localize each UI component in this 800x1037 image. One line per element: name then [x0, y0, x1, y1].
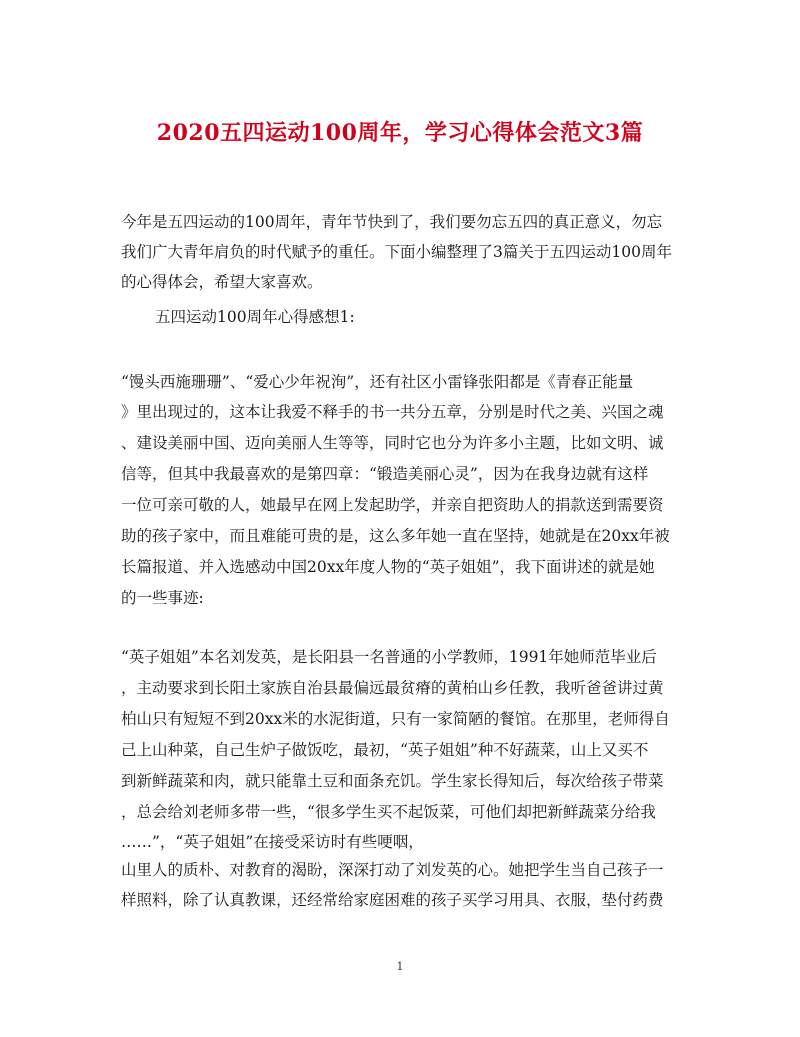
paragraph-line: 山里人的质朴、对教育的渴盼，深深打动了刘发英的心。她把学生当自己孩子一	[121, 861, 664, 879]
paragraph-line: 一位可亲可敬的人，她最早在网上发起助学，并亲自把资助人的捐款送到需要资	[121, 496, 664, 514]
paragraph-line: 样照料，除了认真教课，还经常给家庭困难的孩子买学习用具、衣服，垫付药费	[121, 891, 664, 909]
paragraph-line: 、建设美丽中国、迈向美丽人生等等，同时它也分为许多小主题，比如文明、诚	[121, 434, 664, 452]
paragraph-line: “馒头西施珊珊”、“爱心少年祝洵”，还有社区小雷锋张阳都是《青春正能量	[121, 373, 634, 391]
paragraph-line: “英子姐姐”本名刘发英，是长阳县一名普通的小学教师，1991年她师范毕业后	[121, 648, 657, 666]
paragraph-line: ，总会给刘老师多带一些，“很多学生买不起饭菜，可他们却把新鲜蔬菜分给我	[121, 803, 656, 821]
paragraph-line: 柏山只有短短不到20xx米的水泥街道，只有一家简陋的餐馆。在那里，老师得自	[121, 710, 670, 728]
paragraph-line: ，主动要求到长阳土家族自治县最偏远最贫瘠的黄柏山乡任教，我听爸爸讲过黄	[121, 679, 664, 697]
paragraph-line: 长篇报道、并入选感动中国20xx年度人物的“英子姐姐”，我下面讲述的就是她	[121, 558, 655, 576]
paragraph-line: 今年是五四运动的100周年，青年节快到了，我们要勿忘五四的真正意义，勿忘	[121, 213, 663, 231]
paragraph-line: 助的孩子家中，而且难能可贵的是，这么多年她一直在坚持，她就是在20xx年被	[121, 527, 670, 545]
paragraph-line: 的一些事迹:	[121, 589, 204, 607]
document-title: 2020五四运动100周年，学习心得体会范文3篇	[156, 120, 644, 146]
paragraph-line: 的心得体会，希望大家喜欢。	[121, 273, 323, 291]
section-heading: 五四运动100周年心得感想1:	[155, 308, 355, 326]
paragraph-line: ……”，“英子姐姐”在接受采访时有些哽咽，	[121, 833, 424, 851]
page-number: 1	[396, 960, 404, 973]
paragraph-line: 我们广大青年肩负的时代赋予的重任。下面小编整理了3篇关于五四运动100周年	[121, 243, 672, 261]
paragraph-line: 》里出现过的，这本让我爱不释手的书一共分五章，分别是时代之美、兴国之魂	[121, 403, 664, 421]
paragraph-line: 信等，但其中我最喜欢的是第四章：“锻造美丽心灵”，因为在我身边就有这样	[121, 465, 649, 483]
paragraph-line: 到新鲜蔬菜和肉，就只能靠土豆和面条充饥。学生家长得知后，每次给孩子带菜	[121, 772, 664, 790]
paragraph-line: 己上山种菜，自己生炉子做饭吃，最初，“英子姐姐”种不好蔬菜，山上又买不	[121, 741, 649, 759]
